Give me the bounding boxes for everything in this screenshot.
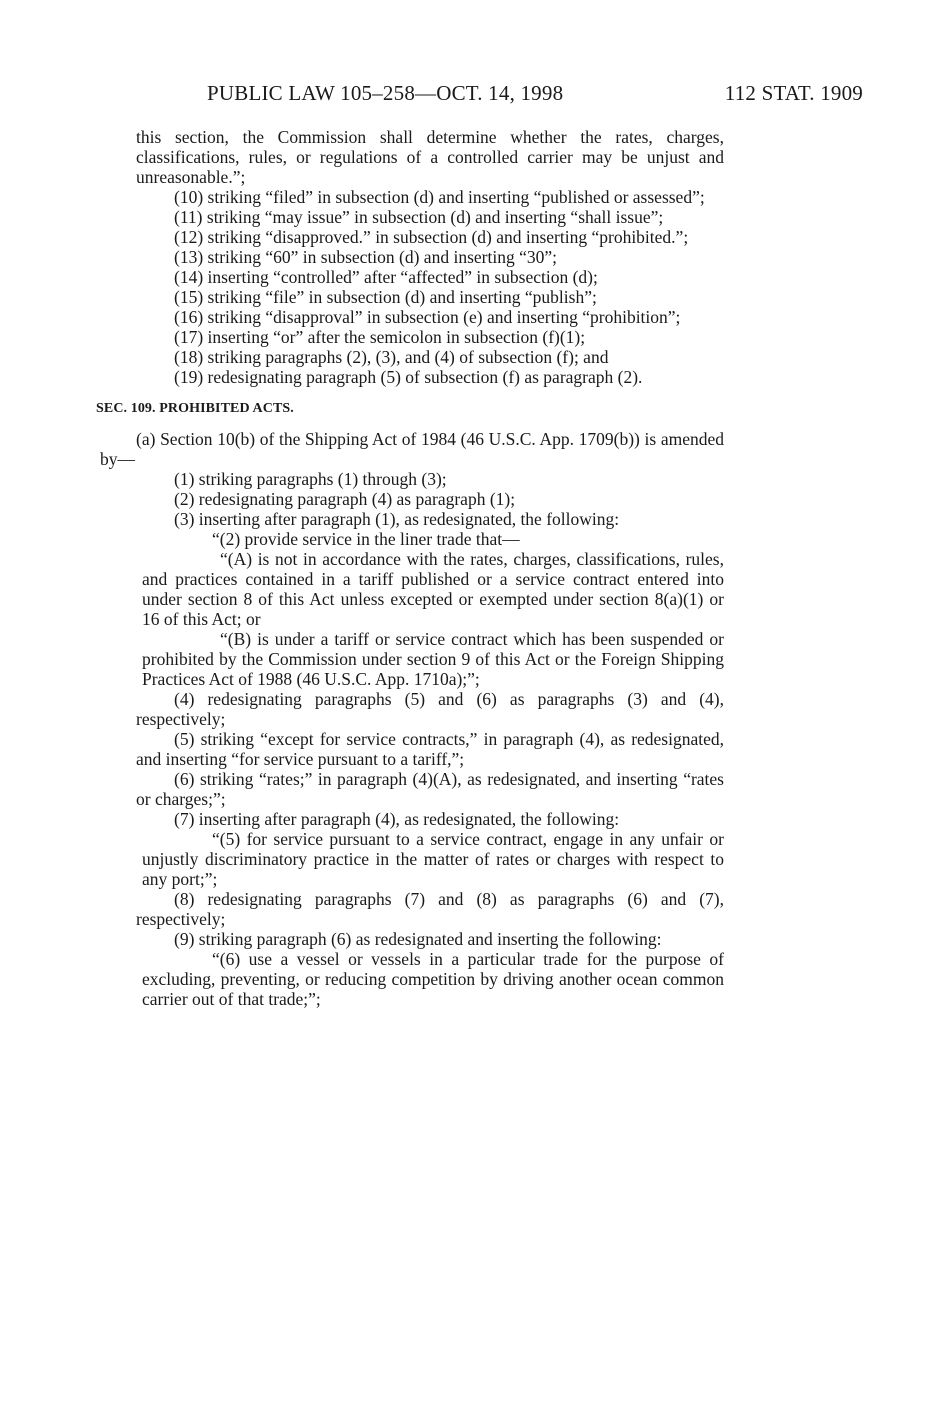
amendment-item-11: (11) striking “may issue” in subsection (d) and inserting “shall issue”; [174, 207, 664, 227]
amendment-item-14: (14) inserting “controlled” after “affected” in subsection (d); [174, 267, 598, 287]
section-item-4: (4) redesignating paragraphs (5) and (6) as paragraphs (3) and (4), respectively; [136, 689, 724, 729]
quoted-paragraph-5: “(5) for service pursuant to a service contract, engage in any unfair or unjustly discriminatory practice in the matter of rates or charges with respect to any port;”; [142, 829, 724, 889]
amendment-item-12: (12) striking “disapproved.” in subsection (d) and inserting “prohibited.”; [174, 227, 689, 247]
amendment-item-10: (10) striking “filed” in subsection (d) and inserting “published or assessed”; [174, 187, 705, 207]
section-item-3: (3) inserting after paragraph (1), as redesignated, the following: [174, 509, 620, 529]
amendment-item-16: (16) striking “disapproval” in subsection (e) and inserting “prohibition”; [174, 307, 681, 327]
amendment-item-18: (18) striking paragraphs (2), (3), and (4) of subsection (f); and [174, 347, 609, 367]
amendment-item-15: (15) striking “file” in subsection (d) and inserting “publish”; [174, 287, 597, 307]
page-number: 112 STAT. 1909 [724, 81, 863, 105]
section-item-7: (7) inserting after paragraph (4), as redesignated, the following: [174, 809, 620, 829]
amendment-item-17: (17) inserting “or” after the semicolon in subsection (f)(1); [174, 327, 586, 347]
section-item-8: (8) redesignating paragraphs (7) and (8) as paragraphs (6) and (7), respectively; [136, 889, 724, 929]
quoted-subparagraph-a: “(A) is not in accordance with the rates, charges, classifications, rules, and practices contained in a tariff published or a service contract entered into under section 8 of this Act unless excepted or exempted under section 8(a)(1) or 16 of this Act; or [142, 549, 724, 629]
section-heading: SEC. 109. PROHIBITED ACTS. [96, 401, 294, 416]
section-item-6: (6) striking “rates;” in paragraph (4)(A), as redesignated, and inserting “rates or charges;”; [136, 769, 724, 809]
section-item-9: (9) striking paragraph (6) as redesignated and inserting the following: [174, 929, 662, 949]
quoted-paragraph-2: “(2) provide service in the liner trade that— [212, 529, 520, 549]
section-item-1: (1) striking paragraphs (1) through (3); [174, 469, 447, 489]
page-header [207, 78, 863, 108]
section-item-5: (5) striking “except for service contracts,” in paragraph (4), as redesignated, and inserting “for service pursuant to a tariff,”; [136, 729, 724, 769]
amendment-item-13: (13) striking “60” in subsection (d) and inserting “30”; [174, 247, 557, 267]
running-head-title: PUBLIC LAW 105–258—OCT. 14, 1998 [207, 81, 564, 105]
amendment-item-19: (19) redesignating paragraph (5) of subsection (f) as paragraph (2). [174, 367, 643, 387]
quoted-paragraph-6: “(6) use a vessel or vessels in a particular trade for the purpose of excluding, preventing, or reducing competition by driving another ocean common carrier out of that trade;”; [142, 949, 724, 1009]
quoted-subparagraph-b: “(B) is under a tariff or service contract which has been suspended or prohibited by the Commission under section 9 of this Act or the Foreign Shipping Practices Act of 1988 (46 U.S.C. App. 1710a);”; [142, 629, 724, 689]
continuation-paragraph: this section, the Commission shall determine whether the rates, charges, classifications, rules, or regulations of a controlled carrier may be unjust and unreasonable.”; [136, 127, 724, 187]
section-item-2: (2) redesignating paragraph (4) as paragraph (1); [174, 489, 516, 509]
page-body [96, 127, 724, 1009]
section-intro: (a) Section 10(b) of the Shipping Act of 1984 (46 U.S.C. App. 1709(b)) is amended by— [100, 429, 724, 469]
